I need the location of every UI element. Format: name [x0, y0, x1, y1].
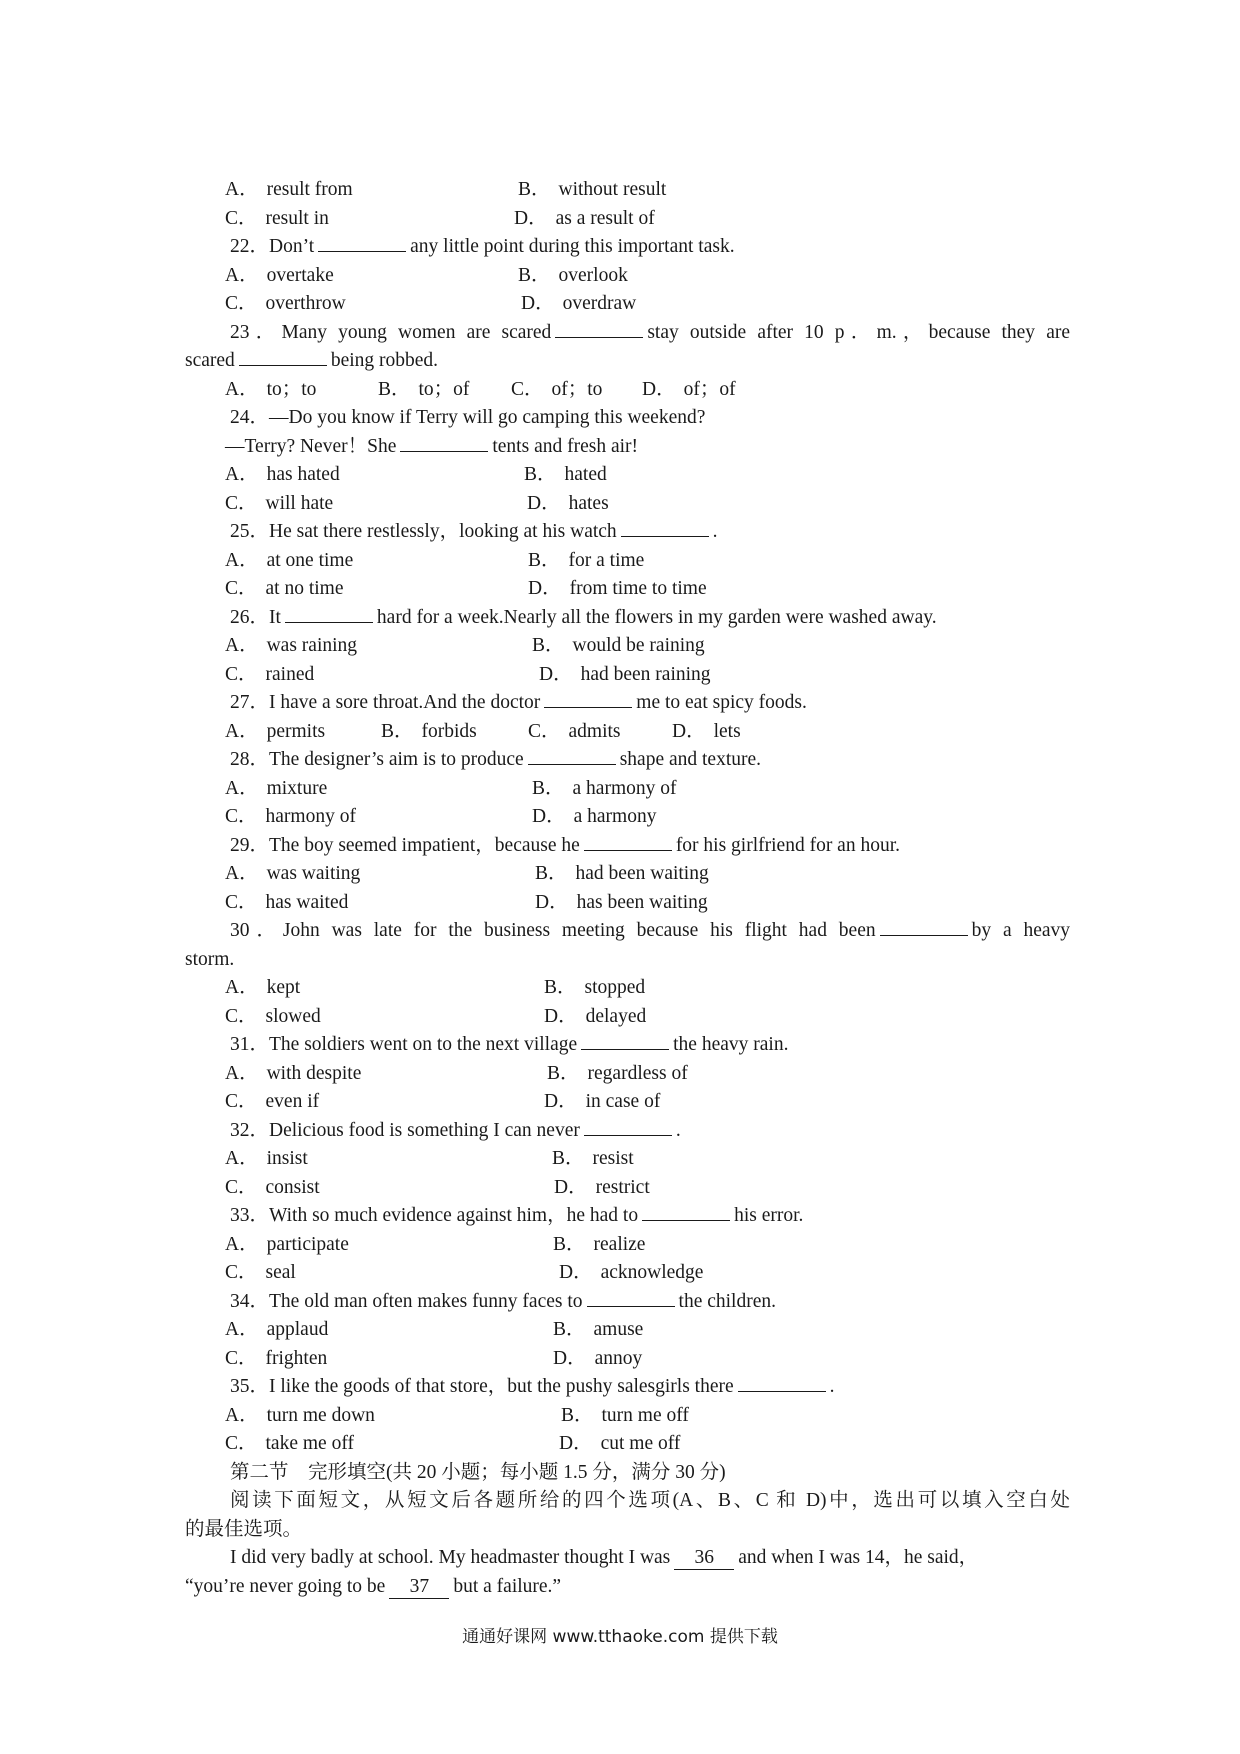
q29-blank [584, 832, 672, 851]
q22-options-row2 [185, 290, 1070, 319]
q28-option-b: B． a harmony of [532, 777, 677, 799]
q34-option-c: C． frighten [225, 1347, 328, 1369]
q22-option-b: B． overlook [518, 264, 628, 286]
q32-options-row2 [185, 1174, 1070, 1203]
q29-option-b: B． had been waiting [535, 863, 709, 884]
q32-stem: 32．Delicious food is something I can never . [185, 1117, 1070, 1146]
q22-stem: 22．Don’t any little point during this important task. [185, 233, 1070, 262]
q34-blank [587, 1288, 675, 1307]
section2-instruction-line1: 阅读下面短文，从短文后各题所给的四个选项(A、B、C 和 D)中，选出可以填入空白处 [230, 1490, 1070, 1511]
q28-option-a: A． mixture [225, 777, 328, 799]
q22-option-a: A． overtake [225, 264, 334, 286]
q29-option-d: D． has been waiting [535, 891, 708, 913]
q31-option-d: D． in case of [544, 1091, 661, 1112]
q30-option-c: C． slowed [225, 1005, 321, 1027]
q26-options-row2 [185, 661, 1070, 690]
q32-option-b: B． resist [552, 1148, 634, 1169]
q21-options-row2 [185, 205, 1070, 234]
q29-options-row1 [185, 860, 1070, 889]
section2-heading: 第二节 完形填空(共 20 小题；每小题 1.5 分，满分 30 分) [230, 1461, 726, 1483]
q21-options-row1 [185, 176, 1070, 205]
q26-option-b: B． would be raining [532, 635, 705, 656]
q24-blank [400, 433, 488, 452]
q23-blank-1 [555, 319, 643, 338]
q24-stem-line1: 24．—Do you know if Terry will go camping this weekend? [230, 407, 706, 428]
q31-option-b: B． regardless of [547, 1062, 688, 1084]
q27-option-b: B． forbids [381, 720, 477, 742]
q31-stem: 31．The soldiers went on to the next village the heavy rain. [185, 1031, 1070, 1060]
passage-line1: I did very badly at school. My headmaster thought I was 36 and when I was 14，he said， [230, 1547, 979, 1568]
q30-option-b: B． stopped [544, 977, 646, 998]
q23-stem-line2: scared being robbed. [185, 347, 1070, 376]
page-content [185, 176, 1070, 1601]
q24-options-row2 [185, 490, 1070, 519]
q24-stem-line2: —Terry? Never！She tents and fresh air! [185, 433, 1070, 462]
q30-option-a: A． kept [225, 977, 301, 998]
q31-options-row1 [185, 1060, 1070, 1089]
q22-options-row1 [185, 262, 1070, 291]
q21-option-c: C． result in [225, 207, 329, 229]
q24-option-b: B． hated [524, 464, 607, 485]
q26-option-d: D． had been raining [539, 663, 711, 685]
q30-options-row1 [185, 974, 1070, 1003]
q25-option-a: A． at one time [225, 549, 354, 571]
q26-option-a: A． was raining [225, 635, 358, 656]
q31-options-row2 [185, 1088, 1070, 1117]
q25-options-row1 [185, 547, 1070, 576]
q35-option-b: B． turn me off [561, 1404, 689, 1426]
q29-option-a: A． was waiting [225, 863, 361, 884]
q28-options-row1 [185, 775, 1070, 804]
q35-stem: 35．I like the goods of that store，but the pushy salesgirls there . [185, 1373, 1070, 1402]
q24-option-c: C． will hate [225, 492, 334, 514]
q28-option-c: C． harmony of [225, 806, 356, 827]
q28-option-d: D． a harmony [532, 806, 657, 827]
q29-options-row2 [185, 889, 1070, 918]
q32-option-c: C． consist [225, 1176, 320, 1198]
q23-option-c: C． of；to [511, 378, 603, 400]
q35-option-a: A． turn me down [225, 1404, 375, 1426]
q22-option-d: D． overdraw [521, 293, 637, 314]
q23-option-d: D． of；of [642, 378, 736, 400]
q34-option-d: D． annoy [553, 1347, 643, 1369]
q31-option-c: C． even if [225, 1091, 320, 1112]
q35-options-row1 [185, 1402, 1070, 1431]
q21-option-b: B． without result [518, 179, 667, 200]
q24-options-row1 [185, 461, 1070, 490]
q27-option-a: A． permits [225, 720, 326, 742]
q25-option-c: C． at no time [225, 578, 344, 599]
q34-options-row1 [185, 1316, 1070, 1345]
q28-blank [528, 746, 616, 765]
q35-option-d: D． cut me off [559, 1433, 681, 1454]
q25-blank [621, 518, 709, 537]
q31-blank [581, 1031, 669, 1050]
q34-stem: 34．The old man often makes funny faces to the children. [185, 1288, 1070, 1317]
q26-options-row1 [185, 632, 1070, 661]
q35-option-c: C． take me off [225, 1433, 354, 1454]
page-footer: 通通好课网 www.tthaoke.com 提供下载 [462, 1627, 778, 1647]
q31-option-a: A． with despite [225, 1062, 362, 1084]
cloze-blank-37: 37 [389, 1576, 449, 1599]
q34-option-b: B． amuse [553, 1319, 644, 1340]
q33-options-row2 [185, 1259, 1070, 1288]
q25-option-d: D． from time to time [528, 578, 707, 599]
q30-options-row2 [185, 1003, 1070, 1032]
q32-options-row1 [185, 1145, 1070, 1174]
q27-stem: 27．I have a sore throat.And the doctor me to eat spicy foods. [185, 689, 1070, 718]
q32-blank [584, 1117, 672, 1136]
q35-options-row2 [185, 1430, 1070, 1459]
q23-blank-2 [239, 347, 327, 366]
q32-option-d: D． restrict [554, 1176, 650, 1198]
q30-stem-line1: 30．John was late for the business meeting because his flight had been by a heavy [185, 917, 1070, 946]
q29-option-c: C． has waited [225, 891, 349, 913]
q33-options-row1 [185, 1231, 1070, 1260]
q33-option-a: A． participate [225, 1233, 349, 1255]
q30-blank [880, 917, 968, 936]
q30-stem-line2: storm. [185, 948, 235, 970]
q30-option-d: D． delayed [544, 1005, 647, 1027]
q26-blank [285, 604, 373, 623]
q23-options-row [185, 376, 1070, 405]
q25-option-b: B． for a time [528, 549, 645, 571]
q33-option-b: B． realize [553, 1233, 646, 1255]
q23-stem-line1: 23．Many young women are scared stay outside after 10 p．m.，because they are [185, 319, 1070, 348]
q26-option-c: C． rained [225, 663, 315, 685]
q33-stem: 33．With so much evidence against him，he had to his error. [185, 1202, 1070, 1231]
q27-option-c: C． admits [528, 720, 621, 742]
q27-option-d: D． lets [672, 720, 741, 742]
q32-option-a: A． insist [225, 1148, 308, 1169]
q25-options-row2 [185, 575, 1070, 604]
q24-option-d: D． hates [527, 492, 609, 514]
q34-options-row2 [185, 1345, 1070, 1374]
section2-instruction-line2: 的最佳选项。 [185, 1518, 303, 1540]
q28-options-row2 [185, 803, 1070, 832]
q34-option-a: A． applaud [225, 1319, 329, 1340]
q33-option-c: C． seal [225, 1262, 296, 1283]
q23-option-a: A． to；to [225, 378, 317, 400]
q35-blank [738, 1373, 826, 1392]
q33-option-d: D． acknowledge [559, 1262, 704, 1283]
q21-option-d: D． as a result of [514, 207, 655, 229]
passage-line2: “you’re never going to be 37 but a failure.” [185, 1575, 562, 1597]
cloze-blank-36: 36 [674, 1547, 734, 1570]
q25-stem: 25．He sat there restlessly，looking at his watch . [185, 518, 1070, 547]
q27-options-row [185, 718, 1070, 747]
q28-stem: 28．The designer’s aim is to produce shape and texture. [185, 746, 1070, 775]
q22-option-c: C． overthrow [225, 293, 346, 314]
q22-blank [318, 233, 406, 252]
q23-option-b: B． to；of [378, 378, 470, 400]
q21-option-a: A． result from [225, 179, 353, 200]
q33-blank [642, 1202, 730, 1221]
q27-blank [544, 689, 632, 708]
q24-option-a: A． has hated [225, 464, 340, 485]
q26-stem: 26．It hard for a week.Nearly all the flowers in my garden were washed away. [185, 604, 1070, 633]
q29-stem: 29．The boy seemed impatient，because he for his girlfriend for an hour. [185, 832, 1070, 861]
